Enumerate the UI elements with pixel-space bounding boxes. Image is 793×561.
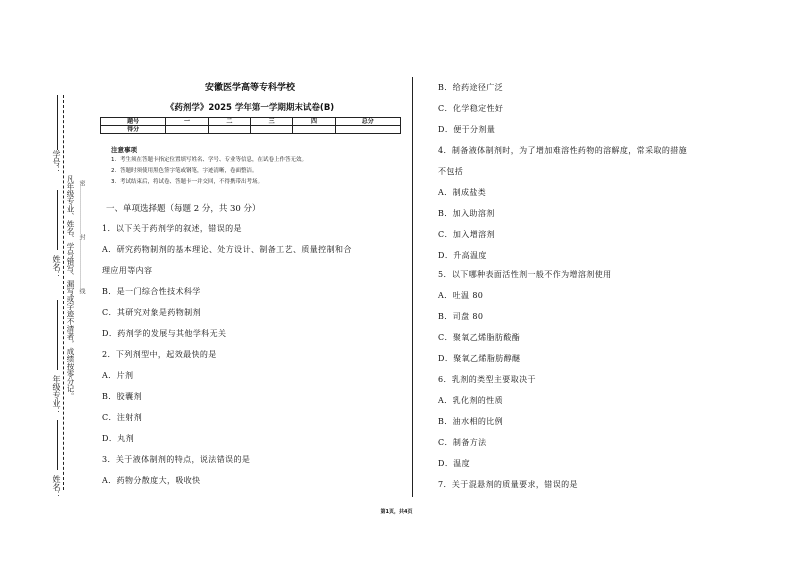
question-line: 7．关于混悬剂的质量要求，错误的是 [438, 480, 578, 489]
score-cell: 得分 [101, 126, 166, 134]
score-cell: 二 [208, 118, 250, 126]
binding-fold-line [63, 95, 64, 490]
option-line: D．升高温度 [438, 251, 487, 260]
option-line: A．片剂 [102, 371, 134, 380]
section-title: 一、单项选择题（每题 2 分，共 30 分） [106, 204, 261, 214]
note-item: 3．考试结束后，将试卷、答题卡一并交回，不得携带出考场。 [111, 179, 264, 185]
notes-title: 注意事项 [111, 146, 137, 154]
score-input-cell[interactable] [208, 126, 250, 134]
score-cell: 题号 [101, 118, 166, 126]
option-line: B．加入助溶剂 [438, 209, 495, 218]
score-table-score-row [101, 126, 401, 134]
option-line: D．聚氧乙烯脂肪醇醚 [438, 354, 521, 363]
school-name: 安徽医学高等专科学校 [204, 83, 295, 93]
score-input-cell[interactable] [250, 126, 292, 134]
option-line: A．吐温 80 [438, 291, 484, 300]
student-id-label: 学号： [52, 150, 61, 174]
option-line: B．是一门综合性技术科学 [102, 287, 201, 296]
question-line: 不包括 [438, 167, 464, 176]
option-line: C．聚氧乙烯脂肪酸酯 [438, 333, 521, 342]
score-input-cell[interactable] [335, 126, 400, 134]
option-line: A．药物分散度大，吸收快 [102, 476, 201, 485]
option-line: C．制备方法 [438, 438, 487, 447]
option-line: D．便于分剂量 [438, 125, 496, 134]
option-line: C．注射剂 [102, 413, 143, 422]
exam-title: 《药剂学》2025 学年第一学期期末试卷(B) [165, 103, 335, 113]
column-divider [412, 77, 413, 497]
option-line: A．制成盐类 [438, 188, 487, 197]
name-field[interactable] [57, 190, 58, 250]
note-item: 2．答题时须使用黑色签字笔或钢笔，字迹清晰，卷面整洁。 [111, 168, 258, 174]
score-table [100, 117, 401, 134]
question-line: 2．下列剂型中，起效最快的是 [102, 350, 217, 359]
question-line: 6．乳剂的类型主要取决于 [438, 375, 536, 384]
score-cell: 一 [166, 118, 208, 126]
option-line: D．药剂学的发展与其他学科无关 [102, 329, 227, 338]
option-line: A．乳化剂的性质 [438, 396, 503, 405]
name2-label: 姓名： [52, 475, 61, 499]
name2-field[interactable] [57, 420, 58, 470]
option-line: A．研究药物制剂的基本理论、处方设计、制备工艺、质量控制和合 [102, 245, 352, 254]
question-line: 5．以下哪种表面活性剂一般不作为增溶剂使用 [438, 270, 612, 279]
option-line: B．油水相的比例 [438, 417, 504, 426]
seal-line-text: 密……………………封……………………线 [78, 180, 85, 294]
major-label: 年级专业： [52, 375, 61, 415]
major-field[interactable] [57, 300, 58, 370]
option-line: B．给药途径广泛 [438, 83, 504, 92]
option-line: C．加入增溶剂 [438, 230, 495, 239]
option-line: B．司盘 80 [438, 312, 484, 321]
name-label: 姓名： [52, 255, 61, 279]
question-line: 3．关于液体制剂的特点，说法错误的是 [102, 455, 251, 464]
option-line: D．温度 [438, 459, 471, 468]
student-id-field[interactable] [57, 95, 58, 150]
option-line: C．化学稳定性好 [438, 104, 504, 113]
score-table-header-row [101, 118, 401, 126]
option-line: D．丸剂 [102, 434, 135, 443]
score-cell: 总分 [335, 118, 400, 126]
option-line: 理应用等内容 [102, 266, 153, 275]
score-cell: 三 [250, 118, 292, 126]
score-cell: 四 [293, 118, 335, 126]
question-line: 1．以下关于药剂学的叙述，错误的是 [102, 224, 242, 233]
page-number: 第1页，共4页 [380, 509, 413, 515]
score-input-cell[interactable] [166, 126, 208, 134]
note-item: 1．考生须在答题卡指定位置填写姓名、学号、专业等信息，在试卷上作答无效。 [111, 157, 308, 163]
question-line: 4．制备液体制剂时，为了增加难溶性药物的溶解度，常采取的措施 [438, 146, 688, 155]
option-line: C．其研究对象是药物制剂 [102, 308, 201, 317]
instruction-text: 凡年级专业、姓名、学号错写、漏写或字迹不清者，成绩按零分记。 [66, 175, 75, 400]
option-line: B．胶囊剂 [102, 392, 142, 401]
score-input-cell[interactable] [293, 126, 335, 134]
